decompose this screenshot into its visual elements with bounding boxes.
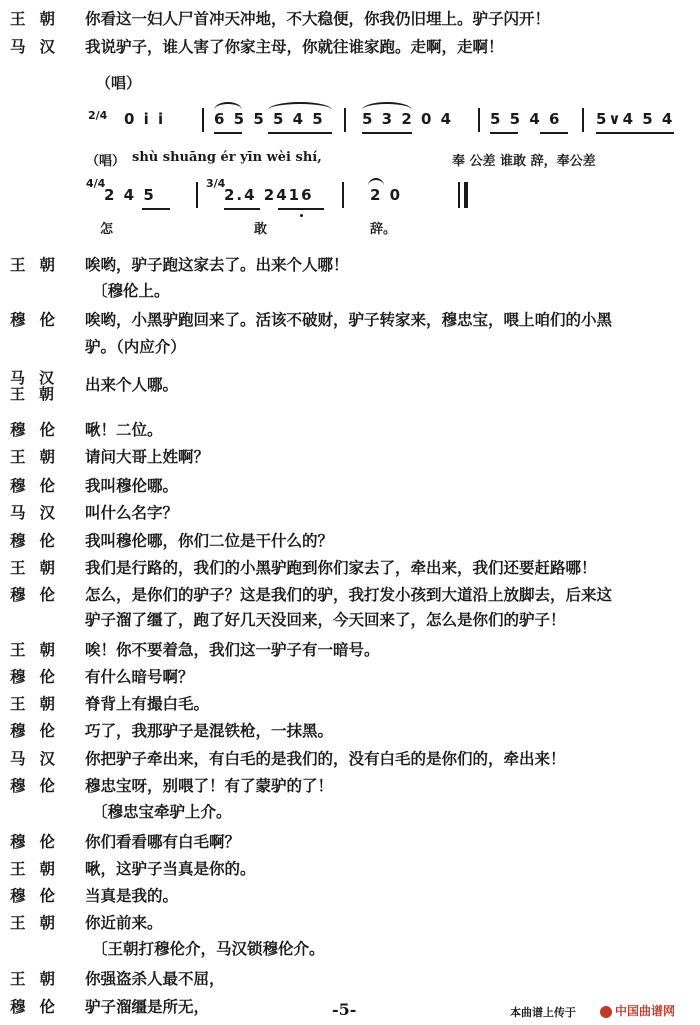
dialogue-line xyxy=(0,883,700,909)
dialogue-continuation xyxy=(0,334,700,360)
speaker-name: 王朝 xyxy=(10,913,70,932)
fermata xyxy=(368,178,384,186)
dialogue-line xyxy=(0,829,700,855)
dialogue-line xyxy=(0,417,700,443)
dialogue-text: 驴子溜缰是所无， xyxy=(85,997,210,1016)
dialogue-line xyxy=(0,6,700,32)
beam xyxy=(596,132,674,134)
site-logo-text: 中国曲谱网 xyxy=(615,1004,676,1018)
dialogue-line xyxy=(0,966,700,992)
dialogue-text: 请问大哥上姓啊？ xyxy=(85,447,210,466)
speaker-name: 穆伦 xyxy=(10,531,70,550)
sing-label: （唱） xyxy=(96,74,142,92)
measure: 2.4 2416 xyxy=(224,186,314,204)
speaker-name: 王朝 xyxy=(10,385,69,403)
time-signature xyxy=(206,177,226,190)
speaker-name: 马汉 xyxy=(10,749,70,768)
slur xyxy=(362,102,412,110)
dialogue-text: 叫什么名字？ xyxy=(85,503,179,522)
time-signature-text: 4/4 xyxy=(86,177,106,190)
site-logo[interactable] xyxy=(600,1002,675,1019)
speaker-name: 穆伦 xyxy=(10,585,70,604)
stage-direction-text: 〔王朝打穆伦介，马汉锁穆伦介。 xyxy=(92,939,325,958)
dialogue-line xyxy=(0,500,700,526)
dialogue-text: 驴。（内应介） xyxy=(85,337,186,356)
bar-line xyxy=(344,108,346,132)
time-signature-text: 2/4 xyxy=(88,109,108,122)
dialogue-text: 我叫穆伦哪。 xyxy=(85,476,179,495)
dialogue-line xyxy=(0,444,700,470)
bar-line xyxy=(196,182,198,208)
speaker-name: 王朝 xyxy=(10,640,70,659)
stage-direction-text: 〔穆忠宝牵驴上介。 xyxy=(92,802,232,821)
beam xyxy=(224,208,260,210)
speaker-name: 穆伦 xyxy=(10,667,70,686)
dialogue-text: 你把驴子牵出来，有白毛的是我们的，没有白毛的是你们的，牵出来！ xyxy=(85,749,566,768)
stage-direction-text: 〔穆伦上。 xyxy=(92,281,170,300)
dialogue-line xyxy=(0,369,700,403)
dialogue-continuation xyxy=(0,607,700,633)
dialogue-text: 啾！二位。 xyxy=(85,420,163,439)
speaker-name: 王朝 xyxy=(10,9,70,28)
dialogue-text: 有什么暗号啊？ xyxy=(85,667,194,686)
jianpu-notation xyxy=(0,70,700,242)
dialogue-line xyxy=(0,34,700,60)
measure: 2 4 5 xyxy=(104,186,156,204)
speaker-name: 王朝 xyxy=(10,694,70,713)
page-footer xyxy=(0,1000,700,1025)
dialogue-line xyxy=(0,856,700,882)
dialogue-text: 唉哟，小黑驴跑回来了。活该不破财，驴子转家来，穆忠宝，喂上咱们的小黑 xyxy=(85,310,613,329)
dialogue-line xyxy=(0,718,700,744)
speaker-name: 马汉 xyxy=(10,37,70,56)
speaker-name: 王朝 xyxy=(10,969,70,988)
dialogue-line xyxy=(0,910,700,936)
dialogue-text: 唉！你不要着急，我们这一驴子有一暗号。 xyxy=(85,640,380,659)
speaker-name: 穆伦 xyxy=(10,997,70,1016)
beam xyxy=(362,132,412,134)
dialogue-text: 你们看看哪有白毛啊？ xyxy=(85,832,241,851)
lyrics-text: 奉 公差 谁敢 辞，奉公差 xyxy=(452,154,596,169)
speaker-name-stacked xyxy=(10,370,72,402)
lower-octave-dot xyxy=(300,214,303,217)
dialogue-text: 巧了，我那驴子是混铁枪，一抹黑。 xyxy=(85,721,334,740)
dialogue-line xyxy=(0,773,700,799)
dialogue-text: 我们是行路的，我们的小黑驴跑到你们家去了，牵出来，我们还要赶路哪！ xyxy=(85,558,597,577)
speaker-name: 穆伦 xyxy=(10,886,70,905)
measure: 5∨4 5 4 xyxy=(596,110,675,128)
final-bar-line xyxy=(464,182,468,208)
slur xyxy=(268,102,332,110)
time-signature xyxy=(86,177,106,190)
dialogue-line xyxy=(0,637,700,663)
dialogue-text: 我说驴子，谁人害了你家主母，你就往谁家跑。走啊，走啊！ xyxy=(85,37,504,56)
dialogue-text: 你近前来。 xyxy=(85,913,163,932)
dialogue-text: 当真是我的。 xyxy=(85,886,179,905)
beam xyxy=(214,132,242,134)
beam xyxy=(540,132,568,134)
beam xyxy=(278,208,324,210)
dialogue-text: 出来个人哪。 xyxy=(85,375,179,394)
dialogue-text: 唉哟，驴子跑这家去了。出来个人哪！ xyxy=(85,255,349,274)
time-signature xyxy=(88,109,108,122)
speaker-name: 穆伦 xyxy=(10,310,70,329)
slur xyxy=(214,102,242,110)
dialogue-line xyxy=(0,473,700,499)
bar-line xyxy=(582,108,584,132)
page-number: -5- xyxy=(332,1000,357,1019)
stage-direction xyxy=(0,278,700,304)
dialogue-line xyxy=(0,582,700,608)
stage-direction xyxy=(0,799,700,825)
dialogue-text: 你看这一妇人尸首冲天冲地，不大稳便，你我仍旧埋上。驴子闪开！ xyxy=(85,9,551,28)
speaker-name: 王朝 xyxy=(10,447,70,466)
stage-direction xyxy=(0,936,700,962)
speaker-name: 王朝 xyxy=(10,859,70,878)
lyrics-text: 辞。 xyxy=(370,222,397,237)
bar-line xyxy=(458,182,460,208)
dialogue-text: 我叫穆伦哪，你们二位是干什么的？ xyxy=(85,531,334,550)
speaker-name: 马汉 xyxy=(10,369,69,387)
measure: 2 0 xyxy=(370,186,403,204)
dialogue-line xyxy=(0,555,700,581)
speaker-name: 王朝 xyxy=(10,255,70,274)
dialogue-text: 你强盗杀人最不屈， xyxy=(85,969,225,988)
lyrics-pinyin: shù shuāng ér yīn wèi shí, xyxy=(132,150,322,165)
speaker-name: 马汉 xyxy=(10,503,70,522)
bar-line xyxy=(342,182,344,208)
dialogue-text: 啾，这驴子当真是你的。 xyxy=(85,859,256,878)
beam xyxy=(490,132,518,134)
lyrics-label: （唱） xyxy=(86,154,126,169)
dialogue-line xyxy=(0,746,700,772)
speaker-name: 穆伦 xyxy=(10,832,70,851)
dialogue-line xyxy=(0,252,700,278)
logo-icon xyxy=(600,1006,612,1018)
dialogue-text: 穆忠宝呀，别喂了！有了蒙驴的了！ xyxy=(85,776,334,795)
dialogue-line xyxy=(0,691,700,717)
dialogue-text: 驴子溜了缰了，跑了好几天没回来，今天回来了，怎么是你们的驴子！ xyxy=(85,610,566,629)
bar-line xyxy=(478,108,480,132)
speaker-name: 穆伦 xyxy=(10,476,70,495)
measure: 0 i i xyxy=(124,110,166,128)
dialogue-line xyxy=(0,307,700,333)
speaker-name: 穆伦 xyxy=(10,420,70,439)
measure: 5 5 4 6 xyxy=(490,110,562,128)
measure: 5 3 2 0 4 xyxy=(362,110,454,128)
time-signature-text: 3/4 xyxy=(206,177,226,190)
upload-notice: 本曲谱上传于 xyxy=(510,1006,576,1019)
speaker-name: 穆伦 xyxy=(10,721,70,740)
dialogue-line xyxy=(0,528,700,554)
speaker-name: 王朝 xyxy=(10,558,70,577)
measure: 6 5 5 5 4 5 xyxy=(214,110,325,128)
dialogue-text: 怎么，是你们的驴子？这是我们的驴，我打发小孩到大道沿上放脚去，后来这 xyxy=(85,585,613,604)
lyrics-text: 敢 xyxy=(254,222,268,237)
dialogue-text: 脊背上有撮白毛。 xyxy=(85,694,210,713)
beam xyxy=(268,132,332,134)
lyrics-text: 怎 xyxy=(100,222,114,237)
bar-line xyxy=(202,108,204,132)
speaker-name: 穆伦 xyxy=(10,776,70,795)
dialogue-line xyxy=(0,664,700,690)
beam xyxy=(142,208,170,210)
